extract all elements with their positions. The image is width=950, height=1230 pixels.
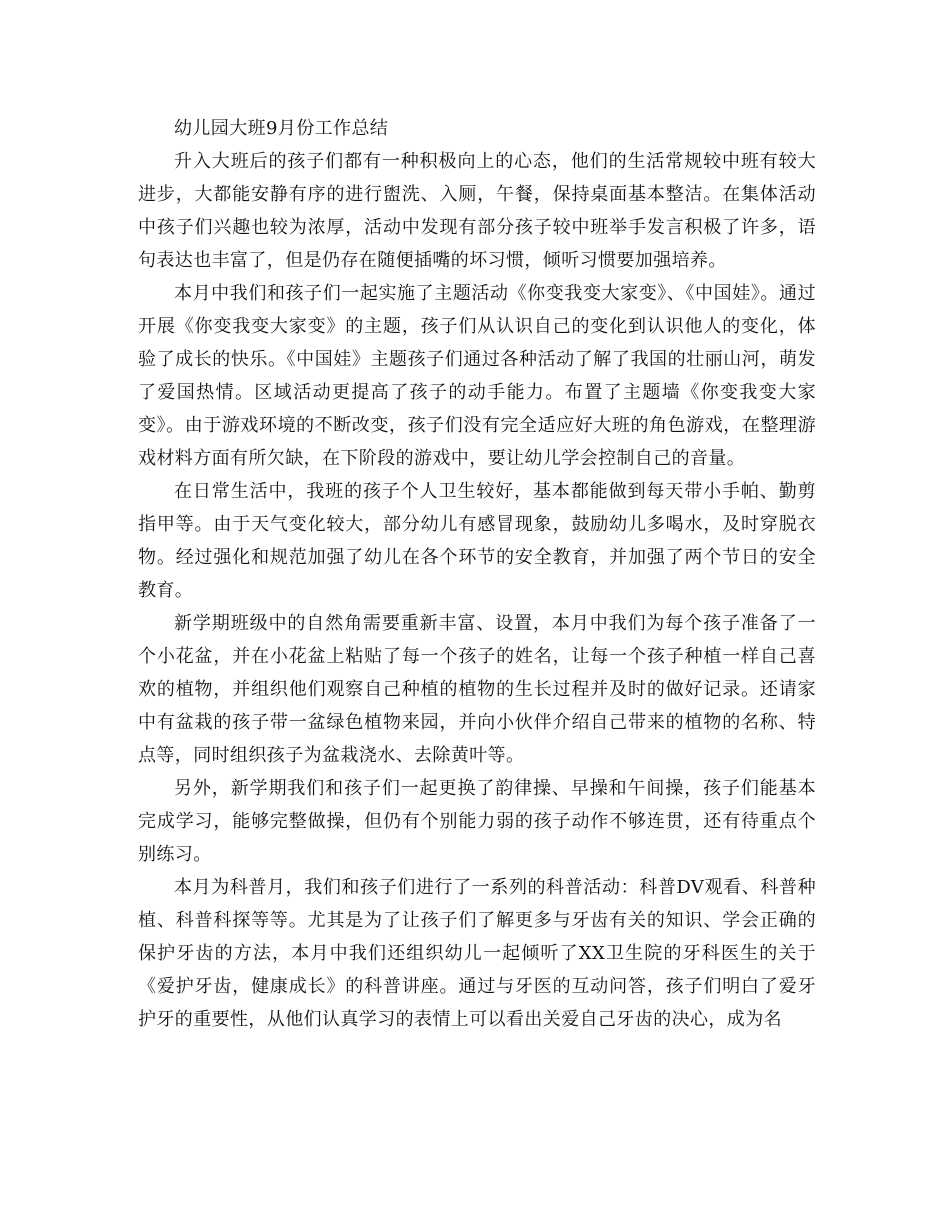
paragraph-5: 另外，新学期我们和孩子们一起更换了韵律操、早操和午间操，孩子们能基本完成学习，能够完整做操，但仍有个别能力弱的孩子动作不够连贯，还有待重点个别练习。 — [138, 778, 816, 865]
paragraph-6: 本月为科普月，我们和孩子们进行了一系列的科普活动：科普DV观看、科普种植、科普科探等等。尤其是为了让孩子们了解更多与牙齿有关的知识、学会正确的保护牙齿的方法，本月中我们还组织幼儿一起倾听了XX卫生院的牙科医生的关于《爱护牙齿，健康成长》的科普讲座。通过与牙医的互动问答，孩子们明白了爱牙护牙的重要性，从他们认真学习的表情上可以看出关爱自己牙齿的决心，成为名 — [138, 877, 816, 1030]
document-body — [138, 112, 816, 1036]
paragraph-1: 升入大班后的孩子们都有一种积极向上的心态，他们的生活常规较中班有较大进步，大都能安静有序的进行盥洗、入厕，午餐，保持桌面基本整洁。在集体活动中孩子们兴趣也较为浓厚，活动中发现有部分孩子较中班举手发言积极了许多，语句表达也丰富了，但是仍存在随便插嘴的坏习惯，倾听习惯要加强培养。 — [138, 151, 816, 271]
paragraph-4: 新学期班级中的自然角需要重新丰富、设置，本月中我们为每个孩子准备了一个小花盆，并在小花盆上粘贴了每一个孩子的姓名，让每一个孩子种植一样自己喜欢的植物，并组织他们观察自己种植的植物的生长过程并及时的做好记录。还请家中有盆栽的孩子带一盆绿色植物来园，并向小伙伴介绍自己带来的植物的名称、特点等，同时组织孩子为盆栽浇水、去除黄叶等。 — [138, 613, 816, 766]
paragraph-3: 在日常生活中，我班的孩子个人卫生较好，基本都能做到每天带小手帕、勤剪指甲等。由于天气变化较大，部分幼儿有感冒现象，鼓励幼儿多喝水，及时穿脱衣物。经过强化和规范加强了幼儿在各个环节的安全教育，并加强了两个节日的安全教育。 — [138, 481, 816, 601]
document-title: 幼儿园大班9月份工作总结 — [174, 118, 389, 139]
paragraph-2: 本月中我们和孩子们一起实施了主题活动《你变我变大家变》、《中国娃》。通过开展《你变我变大家变》的主题，孩子们从认识自己的变化到认识他人的变化，体验了成长的快乐。《中国娃》主题孩子们通过各种活动了解了我国的壮丽山河，萌发了爱国热情。区域活动更提高了孩子的动手能力。布置了主题墙《你变我变大家变》。由于游戏环境的不断改变，孩子们没有完全适应好大班的角色游戏，在整理游戏材料方面有所欠缺，在下阶段的游戏中，要让幼儿学会控制自己的音量。 — [138, 283, 816, 469]
